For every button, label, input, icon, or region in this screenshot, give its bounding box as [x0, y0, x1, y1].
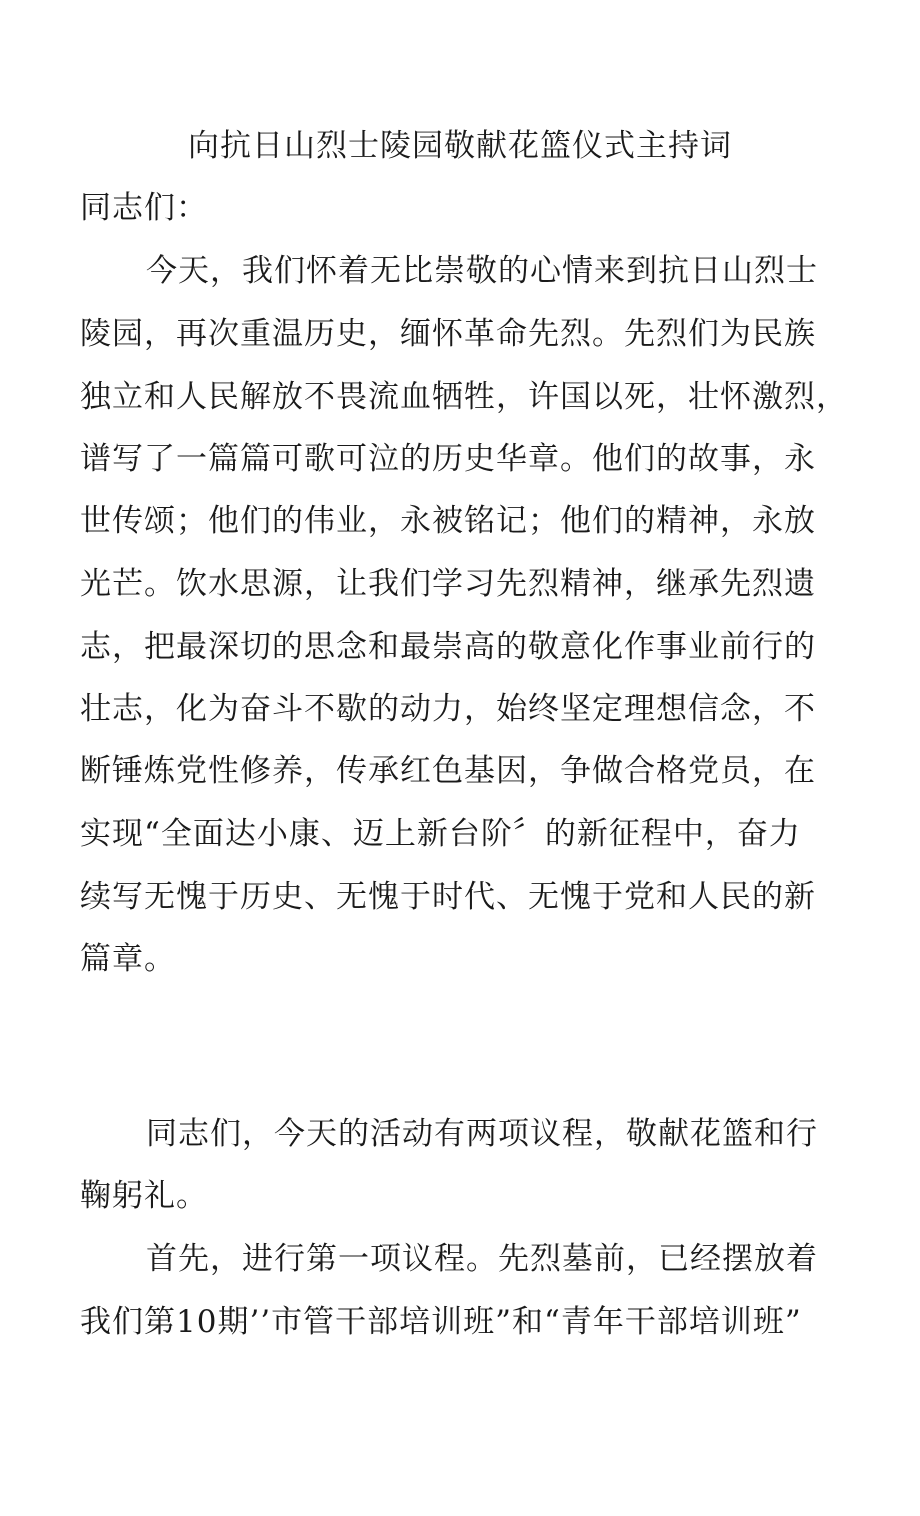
document-title: 向抗日山烈士陵园敬献花篮仪式主持词 [188, 128, 732, 164]
paragraph3-line: 我们第10期’’市管干部培训班”和“青年干部培训班” [80, 1304, 802, 1340]
paragraph1-line: 壮志，化为奋斗不歇的动力，始终坚定理想信念，不 [80, 691, 816, 727]
paragraph1-line: 光芒。饮水思源，让我们学习先烈精神，继承先烈遗 [80, 566, 816, 602]
paragraph2-line: 同志们，今天的活动有两项议程，敬献花篮和行 [146, 1116, 818, 1152]
paragraph1-line: 独立和人民解放不畏流血牺牲，许国以死，壮怀激烈， [80, 379, 848, 415]
paragraph1-line: 谱写了一篇篇可歌可泣的历史华章。他们的故事，永 [80, 441, 816, 477]
paragraph1-line: 今天，我们怀着无比崇敬的心情来到抗日山烈士 [146, 253, 818, 289]
paragraph3-line: 首先，进行第一项议程。先烈墓前，已经摆放着 [146, 1241, 818, 1277]
salutation: 同志们： [80, 190, 208, 226]
paragraph1-line: 实现“全面达小康、迈上新台阶〞的新征程中，奋力 [80, 816, 801, 852]
paragraph1-line: 志，把最深切的思念和最崇高的敬意化作事业前行的 [80, 629, 816, 665]
paragraph1-line: 世传颂；他们的伟业，永被铭记；他们的精神，永放 [80, 503, 816, 539]
paragraph1-line: 断锤炼党性修养，传承红色基因，争做合格党员，在 [80, 753, 816, 789]
paragraph2-line: 鞠躬礼。 [80, 1178, 208, 1214]
paragraph1-line: 陵园，再次重温历史，缅怀革命先烈。先烈们为民族 [80, 316, 816, 352]
paragraph1-line: 篇章。 [80, 941, 176, 977]
paragraph1-line: 续写无愧于历史、无愧于时代、无愧于党和人民的新 [80, 879, 816, 915]
